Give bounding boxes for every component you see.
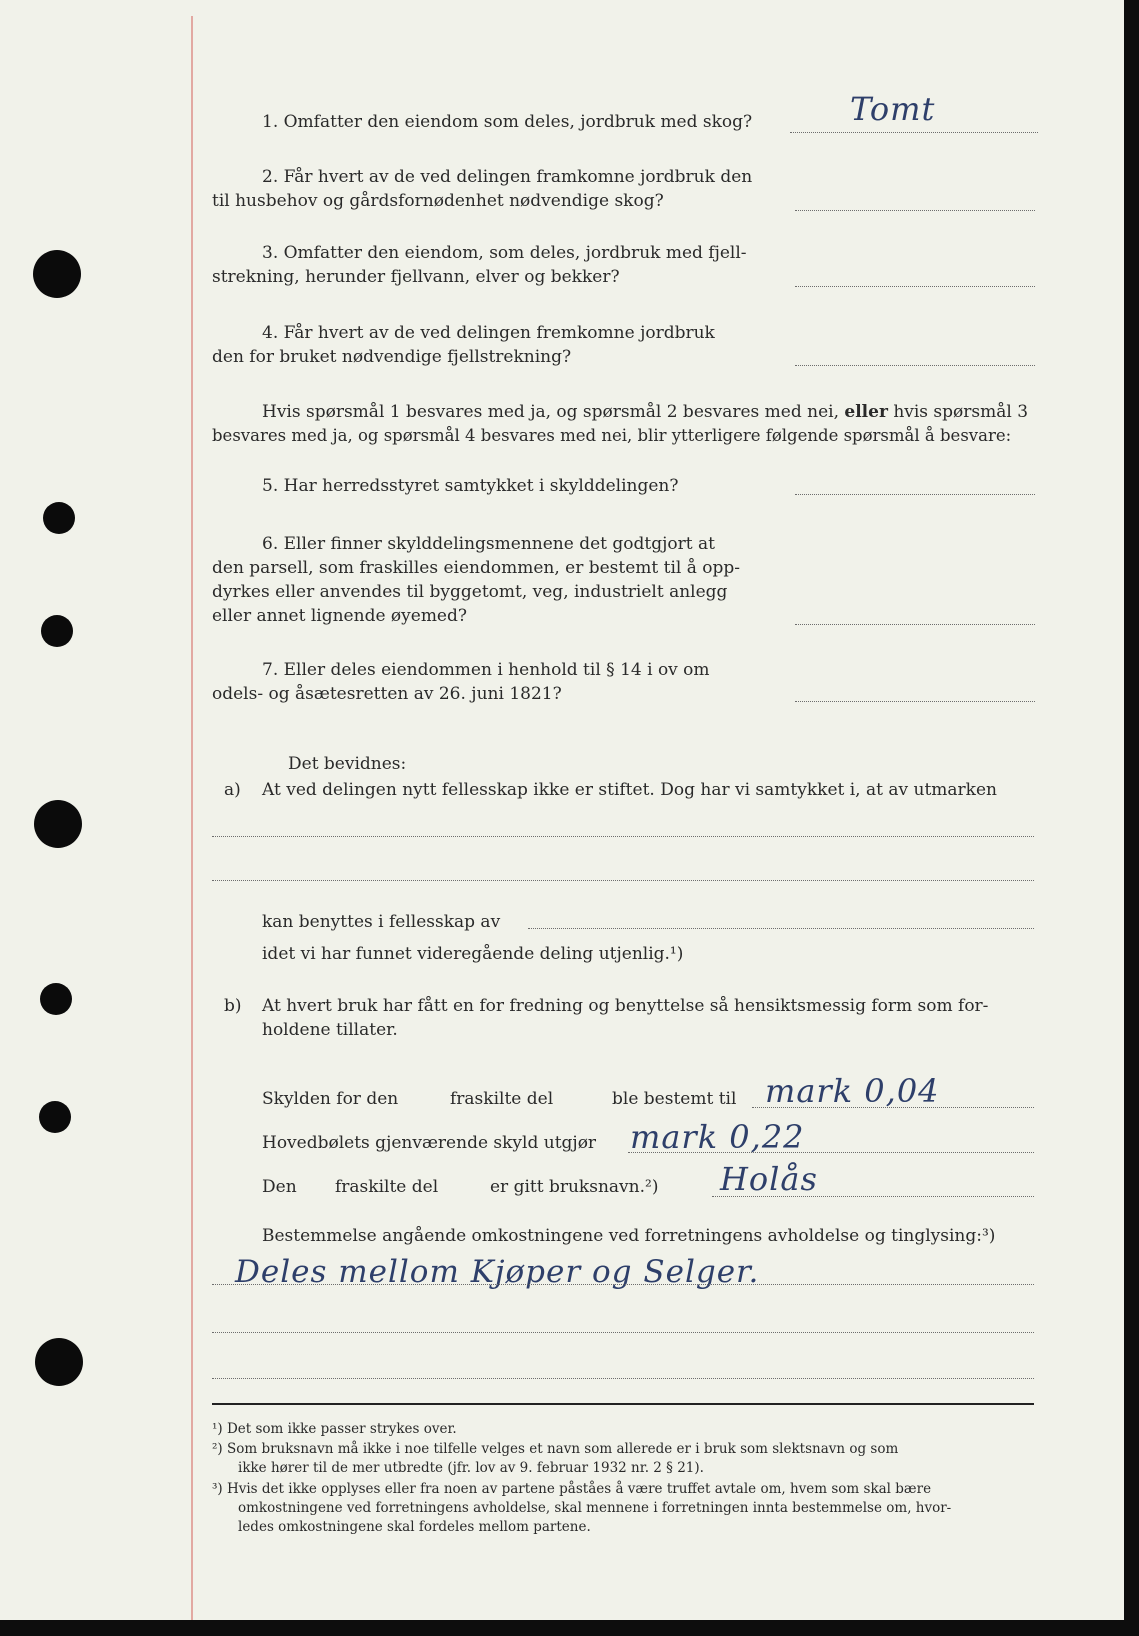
question-2-line-2: til husbehov og gårdsfornødenhet nødvendige skog? <box>212 191 664 211</box>
skyld-line-3-b: fraskilte del <box>335 1177 439 1197</box>
question-3-line-2: strekning, herunder fjellvann, elver og bekker? <box>212 267 620 287</box>
cost-line-2[interactable] <box>212 1332 1034 1333</box>
condition-text-b: hvis spørsmål 3 <box>893 402 1029 422</box>
utmark-line-1[interactable] <box>212 836 1034 837</box>
attest-intro: Det bevidnes: <box>288 754 407 774</box>
question-4-line-2: den for bruket nødvendige fjellstrekning? <box>212 347 572 367</box>
question-6-line-3: dyrkes eller anvendes til byggetomt, veg, industrielt anlegg <box>212 582 728 602</box>
skyld-line-2: Hovedbølets gjenværende skyld utgjør <box>262 1133 597 1153</box>
punch-hole <box>33 250 81 298</box>
attest-a-label: a) <box>224 780 241 800</box>
cost-line-3[interactable] <box>212 1378 1034 1379</box>
punch-hole <box>40 983 72 1015</box>
question-6-line-4: eller annet lignende øyemed? <box>212 606 467 626</box>
red-margin-line <box>191 16 193 1620</box>
punch-hole <box>41 615 73 647</box>
question-4-line-1: 4. Får hvert av de ved delingen fremkomne jordbruk <box>262 323 715 343</box>
skyld-value-1-handwritten: mark 0,04 <box>765 1072 940 1110</box>
skyld-line-3-a: Den <box>262 1177 297 1197</box>
question-7-line-2: odels- og åsætesretten av 26. juni 1821? <box>212 684 562 704</box>
footnote-3-line-1: ³) Hvis det ikke opplyses eller fra noen av partene påståes å være truffet avtale om, hvem som skal bære <box>212 1481 932 1497</box>
punch-hole <box>35 1338 83 1386</box>
answer-1-handwritten: Tomt <box>850 90 936 128</box>
attest-shared: kan benyttes i fellesskap av <box>262 912 501 932</box>
answer-line-4[interactable] <box>795 365 1035 366</box>
condition-line-1 <box>262 400 1028 424</box>
punch-hole <box>43 502 75 534</box>
answer-line-3[interactable] <box>795 286 1035 287</box>
punch-hole <box>34 800 82 848</box>
attest-b-label: b) <box>224 996 242 1016</box>
footnote-2-line-1: ²) Som bruksnavn må ikke i noe tilfelle velges et navn som allerede er i bruk som slektsnavn og som <box>212 1441 899 1457</box>
skyld-line-3-c: er gitt bruksnavn.²) <box>490 1177 659 1197</box>
question-6-line-1: 6. Eller finner skylddelingsmennene det godtgjort at <box>262 534 715 554</box>
question-7-line-1: 7. Eller deles eiendommen i henhold til § 14 i ov om <box>262 660 710 680</box>
footnote-3-line-3: ledes omkostningene skal fordeles mellom partene. <box>238 1519 591 1535</box>
cost-line-1[interactable] <box>212 1284 1034 1285</box>
answer-line-5[interactable] <box>795 494 1035 495</box>
skyld-line-1-c: ble bestemt til <box>612 1089 737 1109</box>
attest-found: idet vi har funnet videregående deling utjenlig.¹) <box>262 944 684 964</box>
answer-line-7[interactable] <box>795 701 1035 702</box>
question-1: 1. Omfatter den eiendom som deles, jordbruk med skog? <box>262 112 753 132</box>
question-5: 5. Har herredsstyret samtykket i skylddelingen? <box>262 476 679 496</box>
skyld-line-1-b: fraskilte del <box>450 1089 554 1109</box>
answer-line-6[interactable] <box>795 624 1035 625</box>
footnote-3-line-2: omkostningene ved forretningens avholdelse, skal mennene i forretningen innta bestemmelse om, hvor- <box>238 1500 952 1516</box>
question-2-line-1: 2. Får hvert av de ved delingen framkomne jordbruk den <box>262 167 753 187</box>
condition-line-2: besvares med ja, og spørsmål 4 besvares med nei, blir ytterligere følgende spørsmål å besvare: <box>212 426 1012 445</box>
cost-handwritten: Deles mellom Kjøper og Selger. <box>235 1254 760 1290</box>
utmark-line-2[interactable] <box>212 880 1034 881</box>
shared-line[interactable] <box>528 928 1034 929</box>
attest-b-line-1: At hvert bruk har fått en for fredning og benyttelse så hensiktsmessig form som for- <box>262 996 989 1016</box>
attest-b-line-2: holdene tillater. <box>262 1020 398 1040</box>
footnote-separator <box>212 1403 1034 1405</box>
condition-emphasis: eller <box>844 402 888 422</box>
attest-a-text: At ved delingen nytt fellesskap ikke er stiftet. Dog har vi samtykket i, at av utmarken <box>262 780 997 800</box>
cost-label: Bestemmelse angående omkostningene ved forretningens avholdelse og tinglysing:³) <box>262 1226 996 1246</box>
answer-line-2[interactable] <box>795 210 1035 211</box>
footnote-2-line-2: ikke hører til de mer utbredte (jfr. lov av 9. februar 1932 nr. 2 § 21). <box>238 1460 704 1476</box>
condition-text-a: Hvis spørsmål 1 besvares med ja, og spørsmål 2 besvares med nei, <box>262 402 839 422</box>
question-6-line-2: den parsell, som fraskilles eiendommen, er bestemt til å opp- <box>212 558 741 578</box>
footnote-1: ¹) Det som ikke passer strykes over. <box>212 1421 457 1437</box>
question-3-line-1: 3. Omfatter den eiendom, som deles, jordbruk med fjell- <box>262 243 747 263</box>
punch-hole <box>39 1101 71 1133</box>
skyld-value-2-handwritten: mark 0,22 <box>630 1118 805 1156</box>
answer-line-1[interactable] <box>790 132 1038 133</box>
bruksnavn-handwritten: Holås <box>720 1160 818 1198</box>
skyld-line-1-a: Skylden for den <box>262 1089 399 1109</box>
